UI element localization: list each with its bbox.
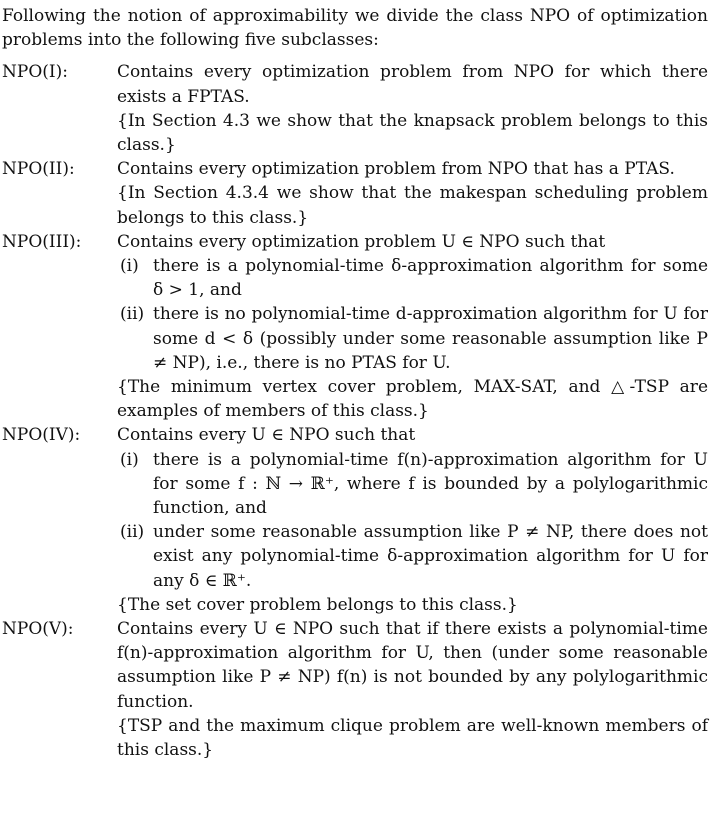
class-note: {In Section 4.3 we show that the knapsack problem belongs to this class.}	[117, 110, 708, 156]
condition-text: there is a polynomial-time f(n)-approximation algorithm for U for some f : ℕ → ℝ⁺, where f is bounded by a polylogarithmic function, and	[153, 449, 708, 519]
class-npo-v	[2, 617, 708, 762]
class-npo-i	[2, 60, 708, 157]
condition-number: (ii)	[120, 304, 145, 325]
class-description: Contains every optimization problem U ∈ NPO such that	[117, 231, 606, 252]
class-npo-iii	[2, 230, 708, 424]
condition-number: (i)	[120, 256, 139, 277]
class-label: NPO(II):	[2, 159, 75, 180]
condition-list	[117, 448, 708, 593]
class-note: {The minimum vertex cover problem, MAX-SAT, and △-TSP are examples of members of this class.}	[117, 377, 708, 422]
condition-item	[117, 302, 708, 375]
class-description: Contains every U ∈ NPO such that if there exists a polynomial-time f(n)-approximation algorithm for U, then (under some reasonable assumption like P ≠ NP) f(n) is not bounded by any polylogarithmic function.	[117, 619, 708, 712]
class-note: {The set cover problem belongs to this class.}	[117, 594, 518, 615]
class-npo-ii	[2, 157, 708, 230]
class-npo-iv	[2, 423, 708, 617]
condition-item	[117, 448, 708, 521]
condition-item	[117, 520, 708, 593]
class-label: NPO(IV):	[2, 425, 81, 446]
intro-paragraph: Following the notion of approximability we divide the class NPO of optimization problems into the following five subclasses:	[2, 6, 708, 51]
document-page	[2, 4, 708, 762]
class-description: Contains every optimization problem from NPO for which there exists a FPTAS.	[117, 62, 708, 107]
class-note: {TSP and the maximum clique problem are well-known members of this class.}	[117, 715, 708, 761]
condition-list	[117, 254, 708, 375]
condition-number: (i)	[120, 449, 139, 470]
condition-number: (ii)	[120, 522, 145, 543]
class-label: NPO(I):	[2, 62, 68, 83]
class-note: {In Section 4.3.4 we show that the makespan scheduling problem belongs to this class.}	[117, 183, 708, 228]
condition-text: there is no polynomial-time d-approximation algorithm for U for some d < δ (possibly under some reasonable assumption like P ≠ NP), i.e., there is no PTAS for U.	[153, 304, 708, 373]
condition-item	[117, 254, 708, 302]
condition-text: under some reasonable assumption like P ≠ NP, there does not exist any polynomial-time δ-approximation algorithm for U for any δ ∈ ℝ⁺.	[153, 522, 708, 591]
condition-text: there is a polynomial-time δ-approximation algorithm for some δ > 1, and	[153, 256, 708, 301]
class-description: Contains every U ∈ NPO such that	[117, 425, 416, 446]
class-label: NPO(III):	[2, 231, 82, 252]
class-label: NPO(V):	[2, 619, 74, 640]
class-description: Contains every optimization problem from NPO that has a PTAS.	[117, 159, 675, 180]
